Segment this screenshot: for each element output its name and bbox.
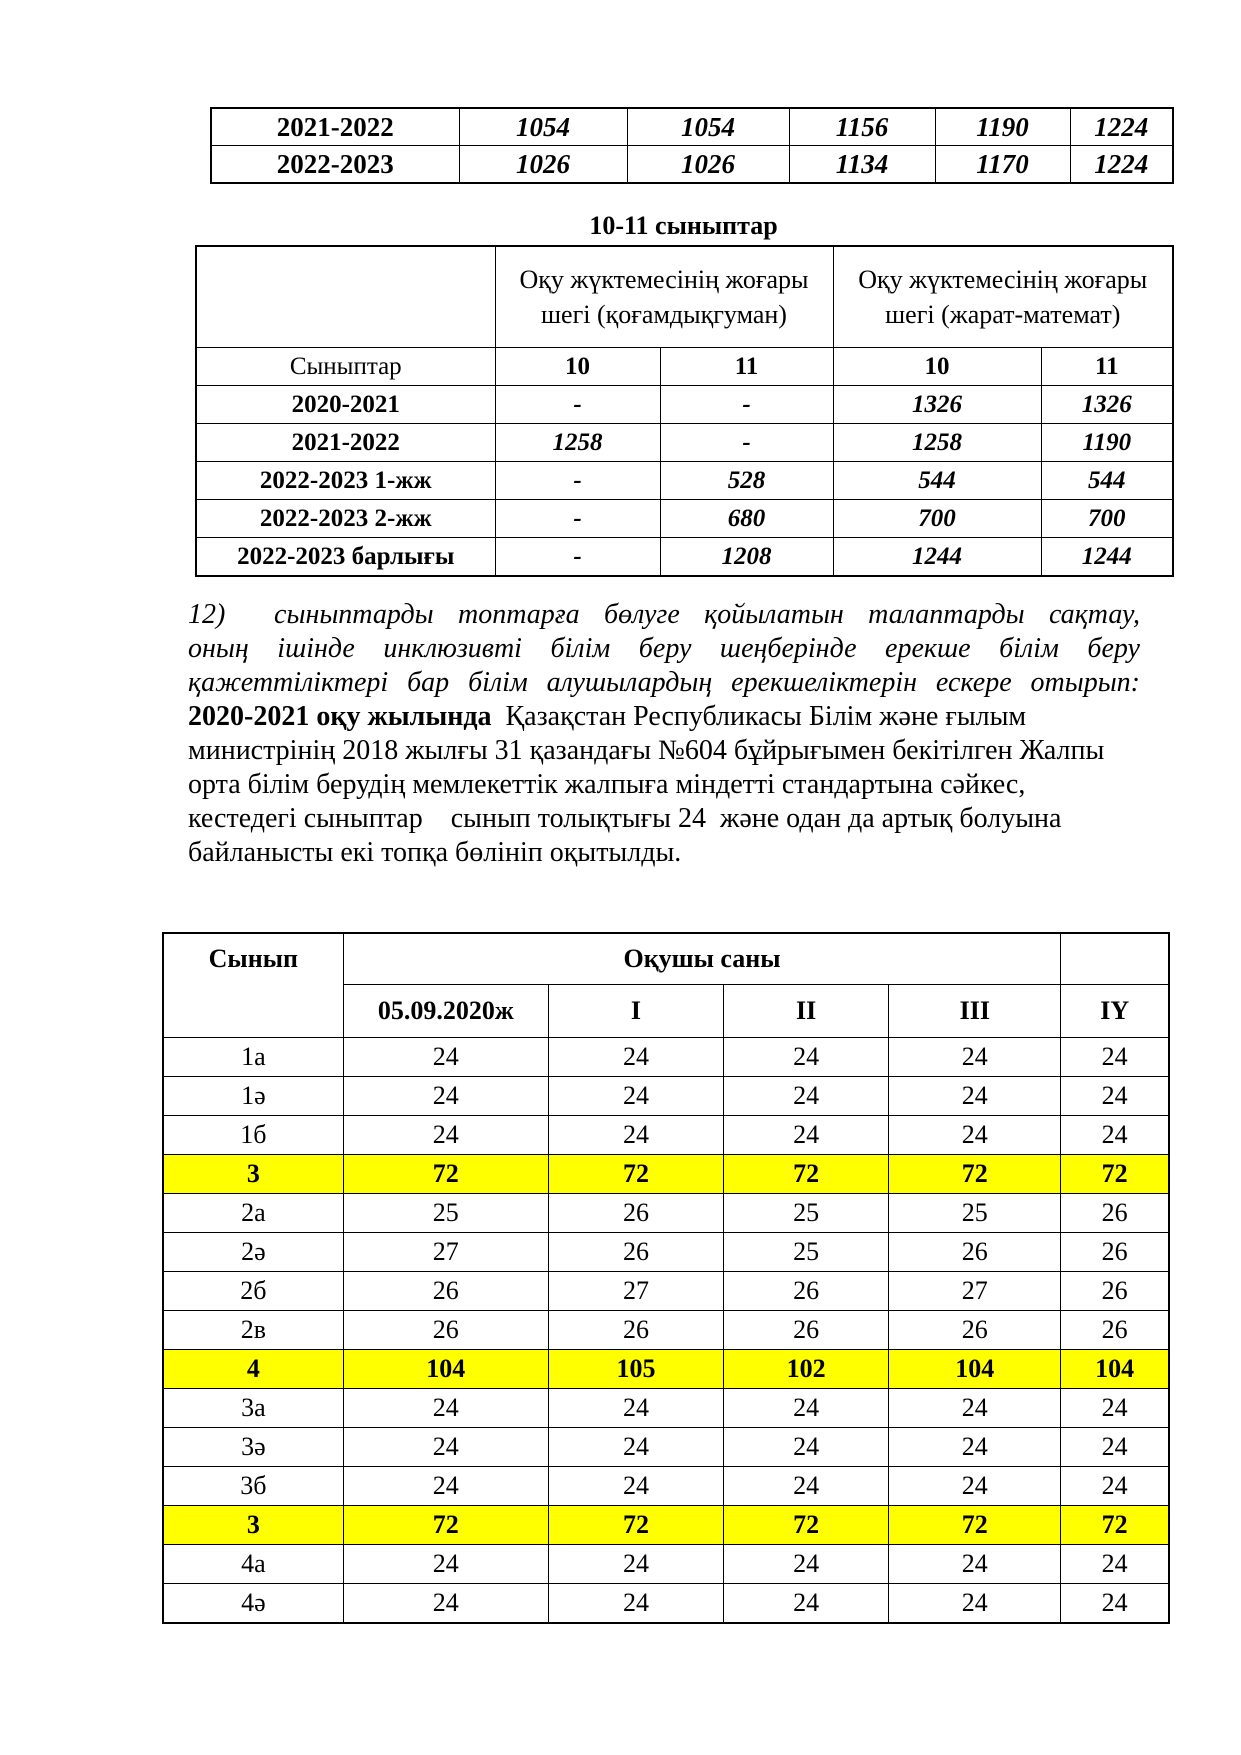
class-label: 1а bbox=[163, 1038, 343, 1077]
paragraph-text: Қазақстан Республикасы Білім және ғылым bbox=[491, 701, 1027, 732]
value-cell: 680 bbox=[660, 500, 833, 538]
year-label: 2022-2023 bbox=[211, 146, 459, 184]
count-cell: 25 bbox=[343, 1194, 548, 1233]
value-cell: 700 bbox=[833, 500, 1041, 538]
grades-10-11-table bbox=[195, 245, 1174, 577]
paragraph-line: кестедегі сыныптар сынып толықтығы 24 және одан да артық болуына bbox=[188, 803, 1062, 834]
grade-col-header: 10 bbox=[495, 348, 660, 386]
value-cell: 1134 bbox=[789, 146, 935, 184]
count-cell: 26 bbox=[889, 1233, 1061, 1272]
value-cell: - bbox=[660, 424, 833, 462]
count-cell: 24 bbox=[724, 1545, 889, 1584]
value-cell: 1190 bbox=[935, 108, 1070, 146]
count-cell: 24 bbox=[343, 1038, 548, 1077]
value-cell: 544 bbox=[833, 462, 1041, 500]
count-cell: 102 bbox=[724, 1350, 889, 1389]
table-row bbox=[163, 1077, 1169, 1116]
count-cell: 26 bbox=[548, 1194, 723, 1233]
paragraph-item-12 bbox=[188, 598, 1140, 870]
count-cell: 24 bbox=[1061, 1116, 1169, 1155]
class-label: 2в bbox=[163, 1311, 343, 1350]
grade-col-header: 11 bbox=[660, 348, 833, 386]
value-cell: - bbox=[495, 500, 660, 538]
table-row bbox=[163, 1389, 1169, 1428]
count-cell: 24 bbox=[724, 1077, 889, 1116]
value-cell: 1224 bbox=[1070, 108, 1173, 146]
grade-col-header: 10 bbox=[833, 348, 1041, 386]
count-cell: 24 bbox=[889, 1584, 1061, 1624]
value-cell: - bbox=[495, 386, 660, 424]
table-row bbox=[163, 1584, 1169, 1624]
count-cell: 104 bbox=[889, 1350, 1061, 1389]
count-cell: 24 bbox=[1061, 1467, 1169, 1506]
bold-year-lead: 2020-2021 оқу жылында bbox=[188, 701, 492, 732]
count-cell: 72 bbox=[889, 1506, 1061, 1545]
count-cell: 24 bbox=[548, 1116, 723, 1155]
year-label: 2022-2023 барлығы bbox=[196, 538, 495, 577]
value-cell: 1326 bbox=[833, 386, 1041, 424]
count-cell: 24 bbox=[889, 1038, 1061, 1077]
class-label: 3а bbox=[163, 1389, 343, 1428]
value-cell: - bbox=[495, 462, 660, 500]
class-label: 4а bbox=[163, 1545, 343, 1584]
quarter-column-header: I bbox=[548, 985, 723, 1038]
count-cell: 24 bbox=[343, 1467, 548, 1506]
count-cell: 104 bbox=[343, 1350, 548, 1389]
table-row bbox=[163, 1545, 1169, 1584]
class-label: 1б bbox=[163, 1116, 343, 1155]
total-row bbox=[163, 1155, 1169, 1194]
table-row bbox=[196, 500, 1173, 538]
count-cell: 24 bbox=[343, 1116, 548, 1155]
count-cell: 26 bbox=[724, 1311, 889, 1350]
count-cell: 24 bbox=[889, 1389, 1061, 1428]
value-cell: 1156 bbox=[789, 108, 935, 146]
paragraph-line: байланысты екі топқа бөлініп оқытылды. bbox=[188, 837, 682, 868]
total-row bbox=[163, 1350, 1169, 1389]
value-cell: 544 bbox=[1041, 462, 1173, 500]
value-cell: 1190 bbox=[1041, 424, 1173, 462]
quarter-column-header: III bbox=[889, 985, 1061, 1038]
table-header-row bbox=[163, 933, 1169, 985]
year-label: 2020-2021 bbox=[196, 386, 495, 424]
count-cell: 24 bbox=[548, 1077, 723, 1116]
value-cell: 1026 bbox=[627, 146, 789, 184]
table-row bbox=[196, 538, 1173, 577]
count-cell: 27 bbox=[548, 1272, 723, 1311]
year-label: 2022-2023 2-жж bbox=[196, 500, 495, 538]
class-label: 2ә bbox=[163, 1233, 343, 1272]
year-label: 2021-2022 bbox=[196, 424, 495, 462]
class-label: 3б bbox=[163, 1467, 343, 1506]
class-label: 3 bbox=[163, 1506, 343, 1545]
value-cell: 1026 bbox=[459, 146, 627, 184]
count-cell: 24 bbox=[1061, 1428, 1169, 1467]
count-cell: 72 bbox=[343, 1155, 548, 1194]
value-cell: 1258 bbox=[833, 424, 1041, 462]
year-label: 2021-2022 bbox=[211, 108, 459, 146]
count-cell: 24 bbox=[343, 1584, 548, 1624]
count-cell: 24 bbox=[1061, 1584, 1169, 1624]
table-row bbox=[196, 386, 1173, 424]
class-label: 3 bbox=[163, 1155, 343, 1194]
count-cell: 25 bbox=[889, 1194, 1061, 1233]
count-cell: 24 bbox=[343, 1545, 548, 1584]
section-heading: 10-11 сыныптар bbox=[589, 211, 778, 240]
count-cell: 26 bbox=[1061, 1233, 1169, 1272]
table-row bbox=[163, 1116, 1169, 1155]
count-cell: 26 bbox=[1061, 1272, 1169, 1311]
table-row bbox=[163, 1038, 1169, 1077]
class-label: 2а bbox=[163, 1194, 343, 1233]
paragraph-line: оның ішінде инклюзивті білім беру шеңберінде ерекше білім беру bbox=[188, 633, 1140, 664]
value-cell: 700 bbox=[1041, 500, 1173, 538]
value-cell: - bbox=[495, 538, 660, 577]
count-cell: 26 bbox=[1061, 1311, 1169, 1350]
count-cell: 24 bbox=[343, 1428, 548, 1467]
count-cell: 24 bbox=[343, 1077, 548, 1116]
value-cell: 1208 bbox=[660, 538, 833, 577]
pupil-count-group-header: Оқушы саны bbox=[343, 933, 1061, 985]
count-cell: 27 bbox=[343, 1233, 548, 1272]
count-cell: 26 bbox=[548, 1233, 723, 1272]
count-cell: 25 bbox=[724, 1194, 889, 1233]
value-cell: - bbox=[660, 386, 833, 424]
class-column-header: Сынып bbox=[163, 933, 343, 1038]
table-row bbox=[196, 462, 1173, 500]
count-cell: 26 bbox=[343, 1272, 548, 1311]
count-cell: 24 bbox=[1061, 1545, 1169, 1584]
table-row bbox=[196, 424, 1173, 462]
value-cell: 1258 bbox=[495, 424, 660, 462]
count-cell: 24 bbox=[548, 1467, 723, 1506]
count-cell: 24 bbox=[889, 1467, 1061, 1506]
value-cell: 1054 bbox=[459, 108, 627, 146]
value-cell: 528 bbox=[660, 462, 833, 500]
class-label: 4 bbox=[163, 1350, 343, 1389]
paragraph-line: 12) сыныптарды топтарға бөлуге қойылатын талаптарды сақтау, bbox=[188, 599, 1140, 630]
classes-label: Сыныптар bbox=[196, 348, 495, 386]
count-cell: 26 bbox=[889, 1311, 1061, 1350]
count-cell: 24 bbox=[724, 1116, 889, 1155]
count-cell: 24 bbox=[343, 1389, 548, 1428]
table-row bbox=[163, 1233, 1169, 1272]
table-row bbox=[163, 1467, 1169, 1506]
table-subheader-row bbox=[196, 348, 1173, 386]
count-cell: 72 bbox=[724, 1155, 889, 1194]
count-cell: 24 bbox=[548, 1584, 723, 1624]
paragraph-line: орта білім берудің мемлекеттік жалпыға міндетті стандартына сәйкес, bbox=[188, 769, 1026, 800]
value-cell: 1170 bbox=[935, 146, 1070, 184]
count-cell: 24 bbox=[548, 1545, 723, 1584]
year-label: 2022-2023 1-жж bbox=[196, 462, 495, 500]
count-cell: 24 bbox=[724, 1038, 889, 1077]
count-cell: 24 bbox=[548, 1428, 723, 1467]
count-cell: 72 bbox=[548, 1506, 723, 1545]
value-cell: 1054 bbox=[627, 108, 789, 146]
table-row bbox=[163, 1428, 1169, 1467]
count-cell: 24 bbox=[724, 1389, 889, 1428]
count-cell: 72 bbox=[1061, 1506, 1169, 1545]
count-cell: 72 bbox=[548, 1155, 723, 1194]
class-label: 2б bbox=[163, 1272, 343, 1311]
count-cell: 72 bbox=[724, 1506, 889, 1545]
count-cell: 104 bbox=[1061, 1350, 1169, 1389]
class-label: 1ә bbox=[163, 1077, 343, 1116]
count-cell: 24 bbox=[889, 1428, 1061, 1467]
count-cell: 27 bbox=[889, 1272, 1061, 1311]
count-cell: 105 bbox=[548, 1350, 723, 1389]
paragraph-line bbox=[188, 700, 1140, 734]
empty-header-cell bbox=[1061, 933, 1169, 985]
class-label: 4ә bbox=[163, 1584, 343, 1624]
class-label: 3ә bbox=[163, 1428, 343, 1467]
paragraph-line: қажеттіліктері бар білім алушылардың ерекшеліктерін ескере отырып: bbox=[188, 667, 1140, 698]
grade-col-header: 11 bbox=[1041, 348, 1173, 386]
value-cell: 1224 bbox=[1070, 146, 1173, 184]
count-cell: 24 bbox=[724, 1467, 889, 1506]
table-row bbox=[163, 1311, 1169, 1350]
table-row bbox=[163, 1194, 1169, 1233]
paragraph-line: министрінің 2018 жылғы 31 қазандағы №604 бұйрығымен бекітілген Жалпы bbox=[188, 735, 1105, 766]
total-row bbox=[163, 1506, 1169, 1545]
count-cell: 26 bbox=[1061, 1194, 1169, 1233]
count-cell: 72 bbox=[343, 1506, 548, 1545]
table-row bbox=[211, 146, 1173, 184]
quarter-column-header: II bbox=[724, 985, 889, 1038]
count-cell: 72 bbox=[1061, 1155, 1169, 1194]
count-cell: 24 bbox=[548, 1038, 723, 1077]
count-cell: 26 bbox=[724, 1272, 889, 1311]
count-cell: 26 bbox=[548, 1311, 723, 1350]
count-cell: 24 bbox=[1061, 1077, 1169, 1116]
count-cell: 24 bbox=[1061, 1038, 1169, 1077]
load-limit-social-header: Оқу жүктемесінің жоғары шегі (қоғамдықгуман) bbox=[495, 246, 833, 348]
load-limit-science-header: Оқу жүктемесінің жоғары шегі (жарат-математ) bbox=[833, 246, 1173, 348]
count-cell: 72 bbox=[889, 1155, 1061, 1194]
table-row bbox=[211, 108, 1173, 146]
study-load-carryover-table bbox=[210, 107, 1174, 184]
value-cell: 1244 bbox=[833, 538, 1041, 577]
table-row bbox=[163, 1272, 1169, 1311]
count-cell: 24 bbox=[1061, 1389, 1169, 1428]
empty-header-cell bbox=[196, 246, 495, 348]
count-cell: 24 bbox=[889, 1077, 1061, 1116]
count-cell: 24 bbox=[724, 1428, 889, 1467]
count-cell: 25 bbox=[724, 1233, 889, 1272]
count-cell: 24 bbox=[548, 1389, 723, 1428]
pupil-count-table bbox=[162, 932, 1170, 1624]
value-cell: 1326 bbox=[1041, 386, 1173, 424]
count-cell: 26 bbox=[343, 1311, 548, 1350]
table-header-row bbox=[196, 246, 1173, 348]
value-cell: 1244 bbox=[1041, 538, 1173, 577]
count-cell: 24 bbox=[724, 1584, 889, 1624]
count-cell: 24 bbox=[889, 1116, 1061, 1155]
count-cell: 24 bbox=[889, 1545, 1061, 1584]
quarter-column-header: IY bbox=[1061, 985, 1169, 1038]
date-column-header: 05.09.2020ж bbox=[343, 985, 548, 1038]
